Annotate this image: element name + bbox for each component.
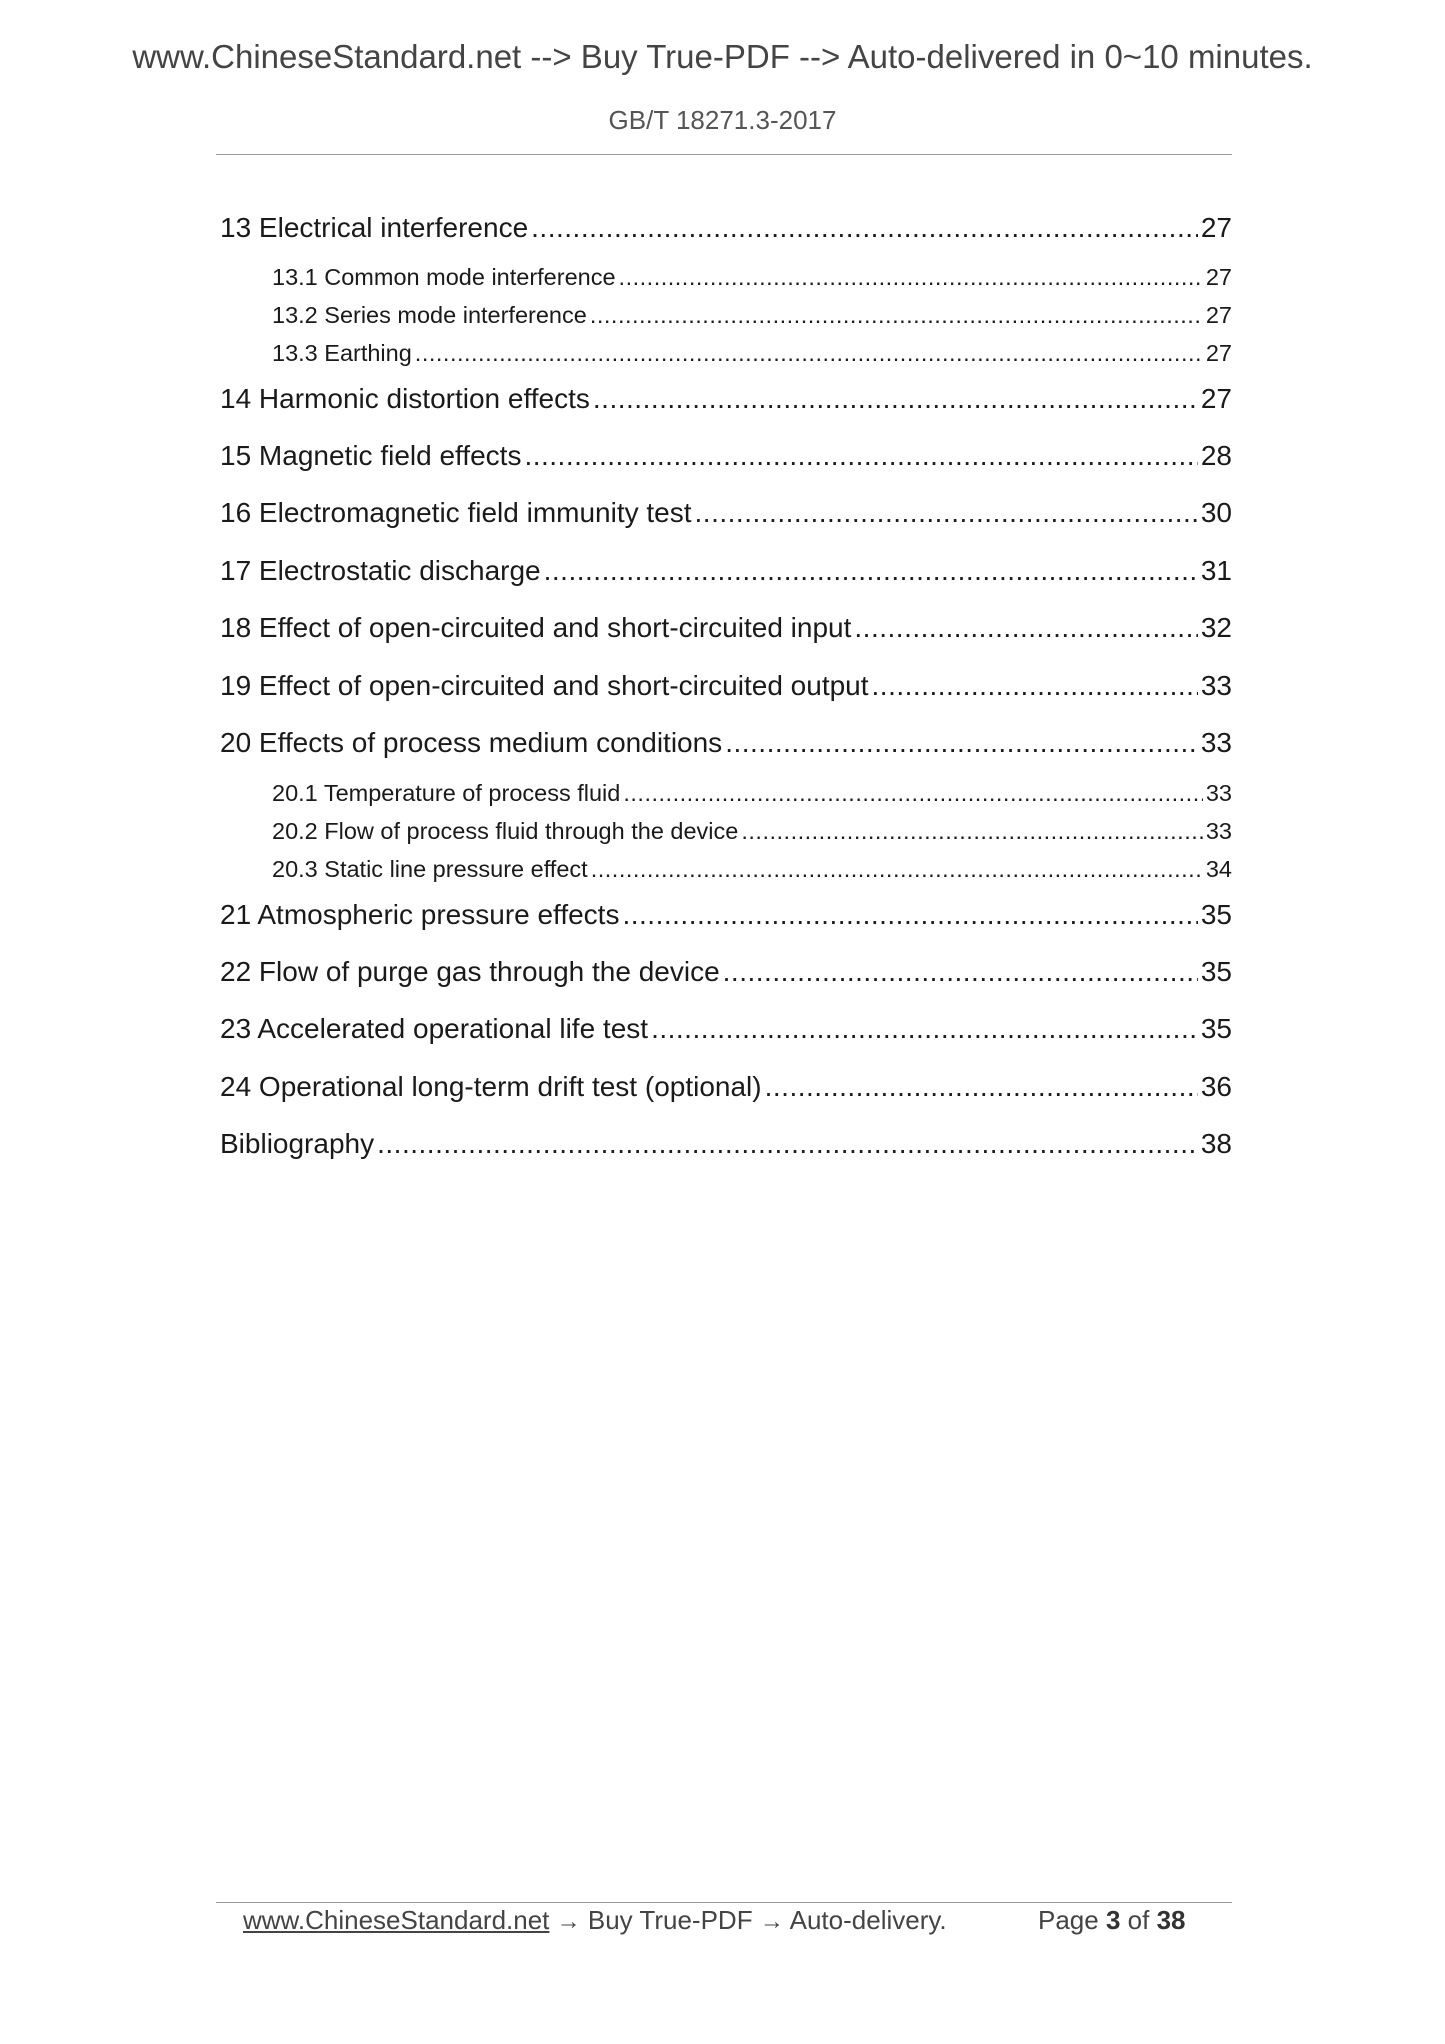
toc-entry-page: 27 — [1205, 302, 1232, 328]
document-id: GB/T 18271.3-2017 — [608, 105, 837, 135]
toc-entry-page: 33 — [1205, 780, 1232, 806]
current-page-number: 3 — [1105, 1905, 1121, 1935]
toc-entry-title: 13.3 Earthing — [272, 340, 412, 366]
toc-leader-dots — [415, 340, 1203, 367]
footer-divider — [216, 1902, 1232, 1903]
toc-entry-title: 20 Effects of process medium conditions — [220, 727, 723, 758]
toc-entry[interactable] — [220, 956, 1232, 988]
toc-entry-title: 23 Accelerated operational life test — [220, 1013, 649, 1044]
toc-leader-dots — [544, 555, 1198, 587]
toc-entry[interactable] — [272, 264, 1232, 291]
footer-buy-text: Buy True-PDF — [587, 1905, 753, 1935]
total-pages-number: 38 — [1156, 1905, 1186, 1935]
toc-entry-page: 33 — [1200, 727, 1232, 758]
toc-entry-title: 20.3 Static line pressure effect — [272, 856, 588, 882]
toc-leader-dots — [590, 302, 1203, 329]
toc-entry[interactable] — [220, 727, 1232, 759]
toc-entry-page: 27 — [1200, 383, 1232, 414]
toc-entry-page: 35 — [1200, 956, 1232, 987]
toc-entry[interactable] — [272, 818, 1232, 845]
toc-entry-page: 30 — [1200, 497, 1232, 528]
toc-leader-dots — [872, 670, 1198, 702]
toc-leader-dots — [622, 899, 1197, 931]
page-indicator — [1038, 1905, 1186, 1936]
toc-leader-dots — [695, 497, 1198, 529]
toc-entry-title: 16 Electromagnetic field immunity test — [220, 497, 692, 528]
toc-entry-title: 19 Effect of open-circuited and short-circuited output — [220, 670, 869, 701]
toc-entry-page: 36 — [1200, 1071, 1232, 1102]
toc-entry-page: 27 — [1200, 212, 1232, 243]
toc-entry-page: 31 — [1200, 555, 1232, 586]
toc-entry-page: 34 — [1205, 856, 1232, 882]
toc-entry-title: 22 Flow of purge gas through the device — [220, 956, 720, 987]
toc-entry-title: 24 Operational long-term drift test (optional) — [220, 1071, 762, 1102]
toc-entry-title: 21 Atmospheric pressure effects — [220, 899, 620, 930]
footer-delivery-text: Auto-delivery. — [789, 1905, 947, 1935]
toc-entry-page: 38 — [1200, 1128, 1232, 1159]
toc-entry[interactable] — [220, 1013, 1232, 1045]
toc-entry-title: 13 Electrical interference — [220, 212, 529, 243]
toc-leader-dots — [593, 383, 1198, 415]
page-word: Page — [1038, 1905, 1099, 1935]
toc-entry[interactable] — [272, 856, 1232, 883]
toc-entry[interactable] — [220, 670, 1232, 702]
toc-entry[interactable] — [220, 612, 1232, 644]
top-banner: www.ChineseStandard.net --> Buy True-PDF --> Auto-delivered in 0~10 minutes. — [132, 38, 1313, 75]
toc-entry[interactable] — [220, 497, 1232, 529]
toc-leader-dots — [741, 818, 1203, 845]
toc-entry[interactable] — [272, 340, 1232, 367]
toc-leader-dots — [651, 1013, 1198, 1045]
header-divider — [216, 154, 1232, 155]
toc-leader-dots — [377, 1128, 1198, 1160]
toc-entry-title: 13.2 Series mode interference — [272, 302, 587, 328]
toc-leader-dots — [623, 780, 1203, 807]
footer-site-link[interactable]: www.ChineseStandard.net — [243, 1905, 550, 1935]
arrow-right-icon: → — [556, 1908, 581, 1935]
toc-leader-dots — [531, 212, 1198, 244]
toc-entry-title: 20.2 Flow of process fluid through the device — [272, 818, 739, 844]
toc-entry-title: 15 Magnetic field effects — [220, 440, 522, 471]
toc-leader-dots — [723, 956, 1198, 988]
toc-entry-page: 33 — [1200, 670, 1232, 701]
toc-entry[interactable] — [220, 440, 1232, 472]
arrow-right-icon: → — [759, 1908, 784, 1935]
footer — [243, 1905, 947, 1936]
toc-entry-page: 35 — [1200, 899, 1232, 930]
of-word: of — [1127, 1905, 1150, 1935]
toc-entry[interactable] — [220, 212, 1232, 244]
toc-entry-title: 20.1 Temperature of process fluid — [272, 780, 621, 806]
toc-entry[interactable] — [272, 302, 1232, 329]
toc-entry-title: 14 Harmonic distortion effects — [220, 383, 590, 414]
toc-entry-title: 13.1 Common mode interference — [272, 264, 616, 290]
toc-entry[interactable] — [220, 1128, 1232, 1160]
toc-leader-dots — [765, 1071, 1198, 1103]
toc-entry-page: 28 — [1200, 440, 1232, 471]
toc-entry-page: 35 — [1200, 1013, 1232, 1044]
toc-entry-page: 33 — [1205, 818, 1232, 844]
toc-leader-dots — [725, 727, 1198, 759]
toc-leader-dots — [524, 440, 1197, 472]
toc-entry[interactable] — [272, 780, 1232, 807]
toc-leader-dots — [619, 264, 1203, 291]
toc-entry[interactable] — [220, 383, 1232, 415]
toc-entry[interactable] — [220, 1071, 1232, 1103]
toc-entry-title: 17 Electrostatic discharge — [220, 555, 541, 586]
toc-leader-dots — [854, 612, 1197, 644]
toc-entry-page: 27 — [1205, 264, 1232, 290]
toc-entry-title: Bibliography — [220, 1128, 375, 1159]
toc-entry-page: 27 — [1205, 340, 1232, 366]
toc-entry[interactable] — [220, 555, 1232, 587]
toc-leader-dots — [591, 856, 1203, 883]
toc-entry[interactable] — [220, 899, 1232, 931]
toc-entry-page: 32 — [1200, 612, 1232, 643]
toc-entry-title: 18 Effect of open-circuited and short-circuited input — [220, 612, 852, 643]
